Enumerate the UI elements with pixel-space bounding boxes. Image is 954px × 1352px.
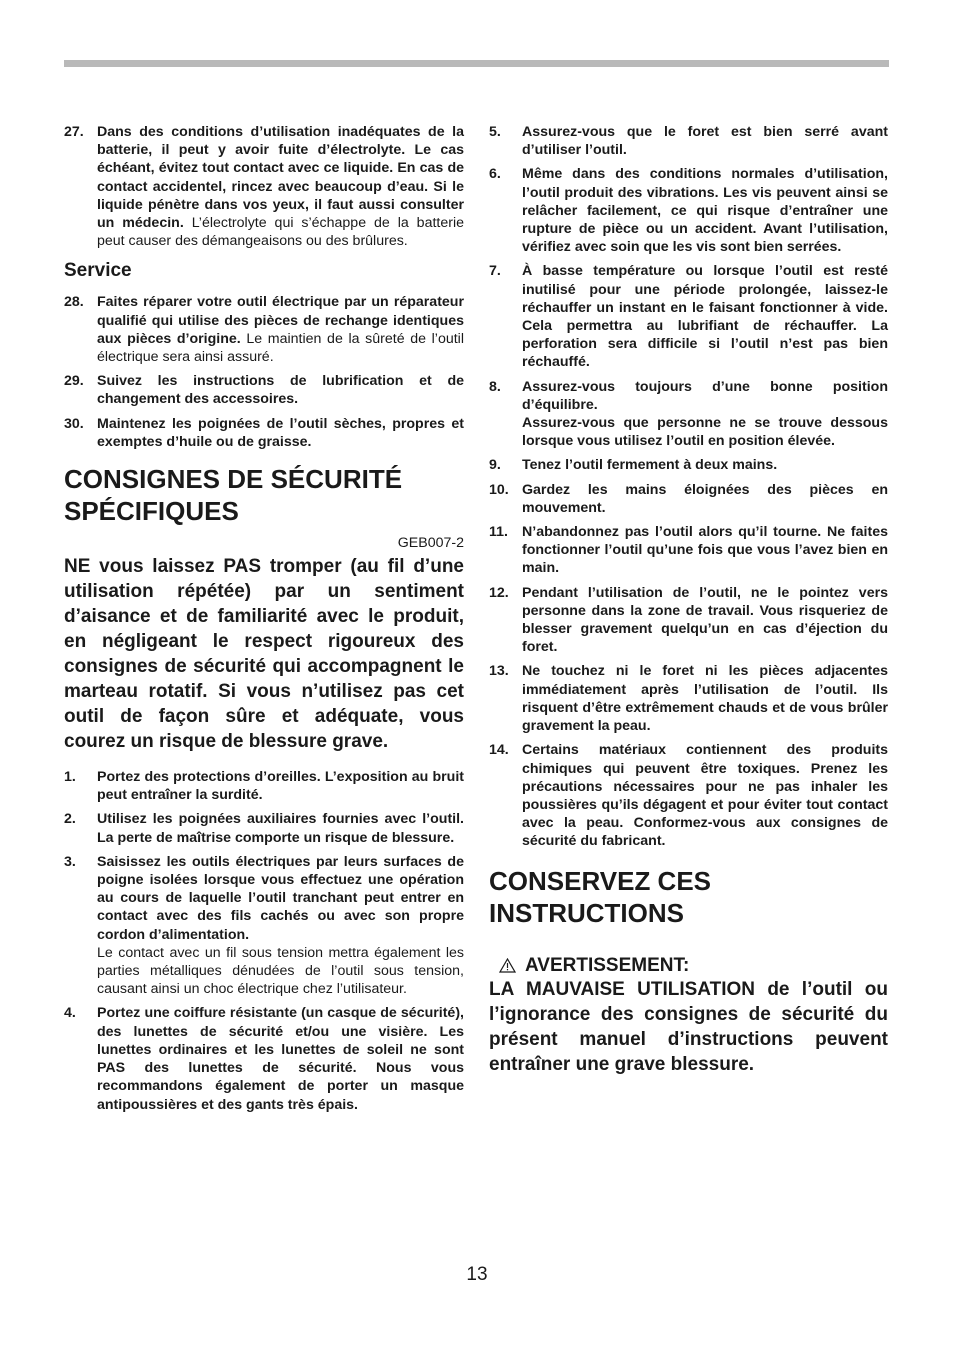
item-text: Portez des protections d’oreilles. L’exposition au bruit peut entraîner la surdité. <box>97 769 464 804</box>
item-number: 4. <box>64 1005 76 1022</box>
item-text: Certains matériaux contiennent des produits chimiques qui peuvent être toxiques. Prenez les précautions nécessaires pour ne pas inhaler les poussières qu’ils dégagent et pour éviter tout contact avec la peau. Conformez-vous aux consignes de sécurité du fabricant. <box>522 742 888 850</box>
item-text: Tenez l’outil fermement à deux mains. <box>522 457 778 474</box>
list-item-8 <box>489 378 888 451</box>
item-text: Pendant l’utilisation de l’outil, ne le pointez vers personne dans la zone de travail. Vous risqueriez de blesser gravement quelqu’un en cas d’éjection du foret. <box>522 584 888 656</box>
list-item-28 <box>64 293 464 366</box>
item-text: Maintenez les poignées de l’outil sèches, propres et exemptes d’huile ou de graisse. <box>97 415 464 450</box>
item-text: Faites réparer votre outil électrique par un réparateur qualifié qui utilise des pièces de rechange identiques aux pièces d’origine. <box>97 294 464 347</box>
item-note: Le contact avec un fil sous tension mettra également les parties métalliques dénudées de l’outil sous tension, causant ainsi un choc électrique chez l’utilisateur. <box>97 944 464 998</box>
warning-title <box>489 955 888 977</box>
warning-triangle-icon <box>499 958 516 973</box>
list-item-14 <box>489 741 888 850</box>
item-number: 7. <box>489 263 501 280</box>
section-heading-specific-safety: CONSIGNES DE SÉCURITÉ SPÉCIFIQUES <box>64 464 403 527</box>
list-item-7 <box>489 262 888 371</box>
item-number: 30. <box>64 415 84 432</box>
right-column <box>489 123 888 1077</box>
item-number: 13. <box>489 663 509 680</box>
warning-title-text: AVERTISSEMENT: <box>525 954 690 976</box>
item-number: 10. <box>489 481 509 498</box>
list-item-3 <box>64 853 464 999</box>
item-text: Portez une coiffure résistante (un casque de sécurité), des lunettes de sécurité et/ou une visière. Les lunettes ordinaires et les lunettes de soleil ne sont PAS des lunettes de sécurité. Nous vous recommandons également de porter un masque antipoussières et des gants très épais. <box>97 1005 464 1113</box>
list-item-27 <box>64 123 464 250</box>
item-number: 8. <box>489 378 501 395</box>
item-number: 27. <box>64 124 84 140</box>
item-number: 9. <box>489 457 501 474</box>
item-text: Dans des conditions d’utilisation inadéquates de la batterie, il peut y avoir fuite d’électrolyte. Le cas échéant, évitez tout contact avec ce liquide. En cas de contact accidentel, rincez avec beaucoup d’eau. Si le liquide pénètre dans vos yeux, il faut aussi consulter un médecin. <box>97 124 464 232</box>
list-item-2 <box>64 810 464 846</box>
list-item-1 <box>64 768 464 804</box>
item-text-secondary: Assurez-vous que personne ne se trouve dessous lorsque vous utilisez l’outil en position élevée. <box>522 415 888 450</box>
list-item-5 <box>489 123 888 159</box>
item-text: Gardez les mains éloignées des pièces en mouvement. <box>522 481 888 516</box>
document-code: GEB007-2 <box>397 535 464 552</box>
item-number: 11. <box>489 524 508 541</box>
warning-text: LA MAUVAISE UTILISATION de l’outil ou l’ignorance des consignes de sécurité du présent manuel d’instructions peuvent entraîner une grave blessure. <box>489 978 888 1075</box>
item-number: 1. <box>64 769 76 786</box>
item-number: 14. <box>489 742 509 759</box>
item-note: L’électrolyte qui s’échappe de la batterie peut causer des démangeaisons ou des brûlures. <box>97 215 465 250</box>
list-item-6 <box>489 165 888 256</box>
item-text: Même dans des conditions normales d’utilisation, l’outil produit des vibrations. Les vis peuvent ainsi se relâcher facilement, ce qui risque d’entraîner une rupture de pièce ou un accident. Avant l’utilisation, vérifiez avec soin que les vis sont bien serrées. <box>522 166 888 256</box>
list-item-9 <box>489 456 888 474</box>
item-text: N’abandonnez pas l’outil alors qu’il tourne. Ne faites fonctionner l’outil qu’une fois que vous l’avez bien en main. <box>522 524 888 577</box>
list-item-13 <box>489 662 888 735</box>
item-number: 2. <box>64 811 76 828</box>
list-item-29 <box>64 372 464 408</box>
item-number: 29. <box>64 373 84 390</box>
page-number: 13 <box>466 1264 488 1285</box>
item-text: Ne touchez ni le foret ni les pièces adjacentes immédiatement après l’utilisation de l’outil. Ils risquent d’être extrêmement chauds et de vous brûler gravement la peau. <box>522 663 888 735</box>
item-note: Le maintien de la sûreté de l’outil électrique sera ainsi assuré. <box>97 330 464 366</box>
top-rule <box>64 60 889 67</box>
list-item-30 <box>64 415 464 451</box>
item-number: 5. <box>489 124 501 140</box>
section-heading-save-instructions: CONSERVEZ CES INSTRUCTIONS <box>489 865 712 928</box>
item-number: 6. <box>489 166 501 183</box>
item-text: Suivez les instructions de lubrification et de changement des accessoires. <box>97 373 464 408</box>
item-text: Assurez-vous toujours d’une bonne position d’équilibre. <box>522 378 888 413</box>
item-text: À basse température ou lorsque l’outil est resté inutilisé pour une période prolongée, laissez-le réchauffer un instant en le faisant fonctionner à vide. Cela permettra au lubrifiant de réchauffer. La perforation sera difficile si l’outil n’est pas bien réchauffé. <box>522 263 888 371</box>
item-number: 28. <box>64 294 84 311</box>
item-text: Assurez-vous que le foret est bien serré avant d’utiliser l’outil. <box>522 124 888 159</box>
item-text: Utilisez les poignées auxiliaires fournies avec l’outil. La perte de maîtrise comporte un risque de blessure. <box>97 811 464 846</box>
item-text: Saisissez les outils électriques par leurs surfaces de poigne isolées lorsque vous effectuez une opération au cours de laquelle l’outil tranchant peut entrer en contact avec des fils cachés ou avec son propre cordon d’alimentation. <box>97 853 464 943</box>
list-item-4 <box>64 1004 464 1113</box>
list-item-11 <box>489 523 888 578</box>
left-column <box>64 123 464 1120</box>
list-item-10 <box>489 481 888 517</box>
service-heading: Service <box>64 260 132 282</box>
item-number: 12. <box>489 584 509 601</box>
list-item-12 <box>489 584 888 657</box>
item-number: 3. <box>64 853 76 870</box>
lead-warning-paragraph: NE vous laissez PAS tromper (au fil d’une utilisation répétée) par un sentiment d’aisance et de familiarité avec le produit, en négligeant le respect rigoureux des consignes de sécurité qui accompagnent le marteau rotatif. Si vous n’utilisez pas cet outil de façon sûre et adéquate, vous courez un risque de blessure grave. <box>64 556 464 753</box>
